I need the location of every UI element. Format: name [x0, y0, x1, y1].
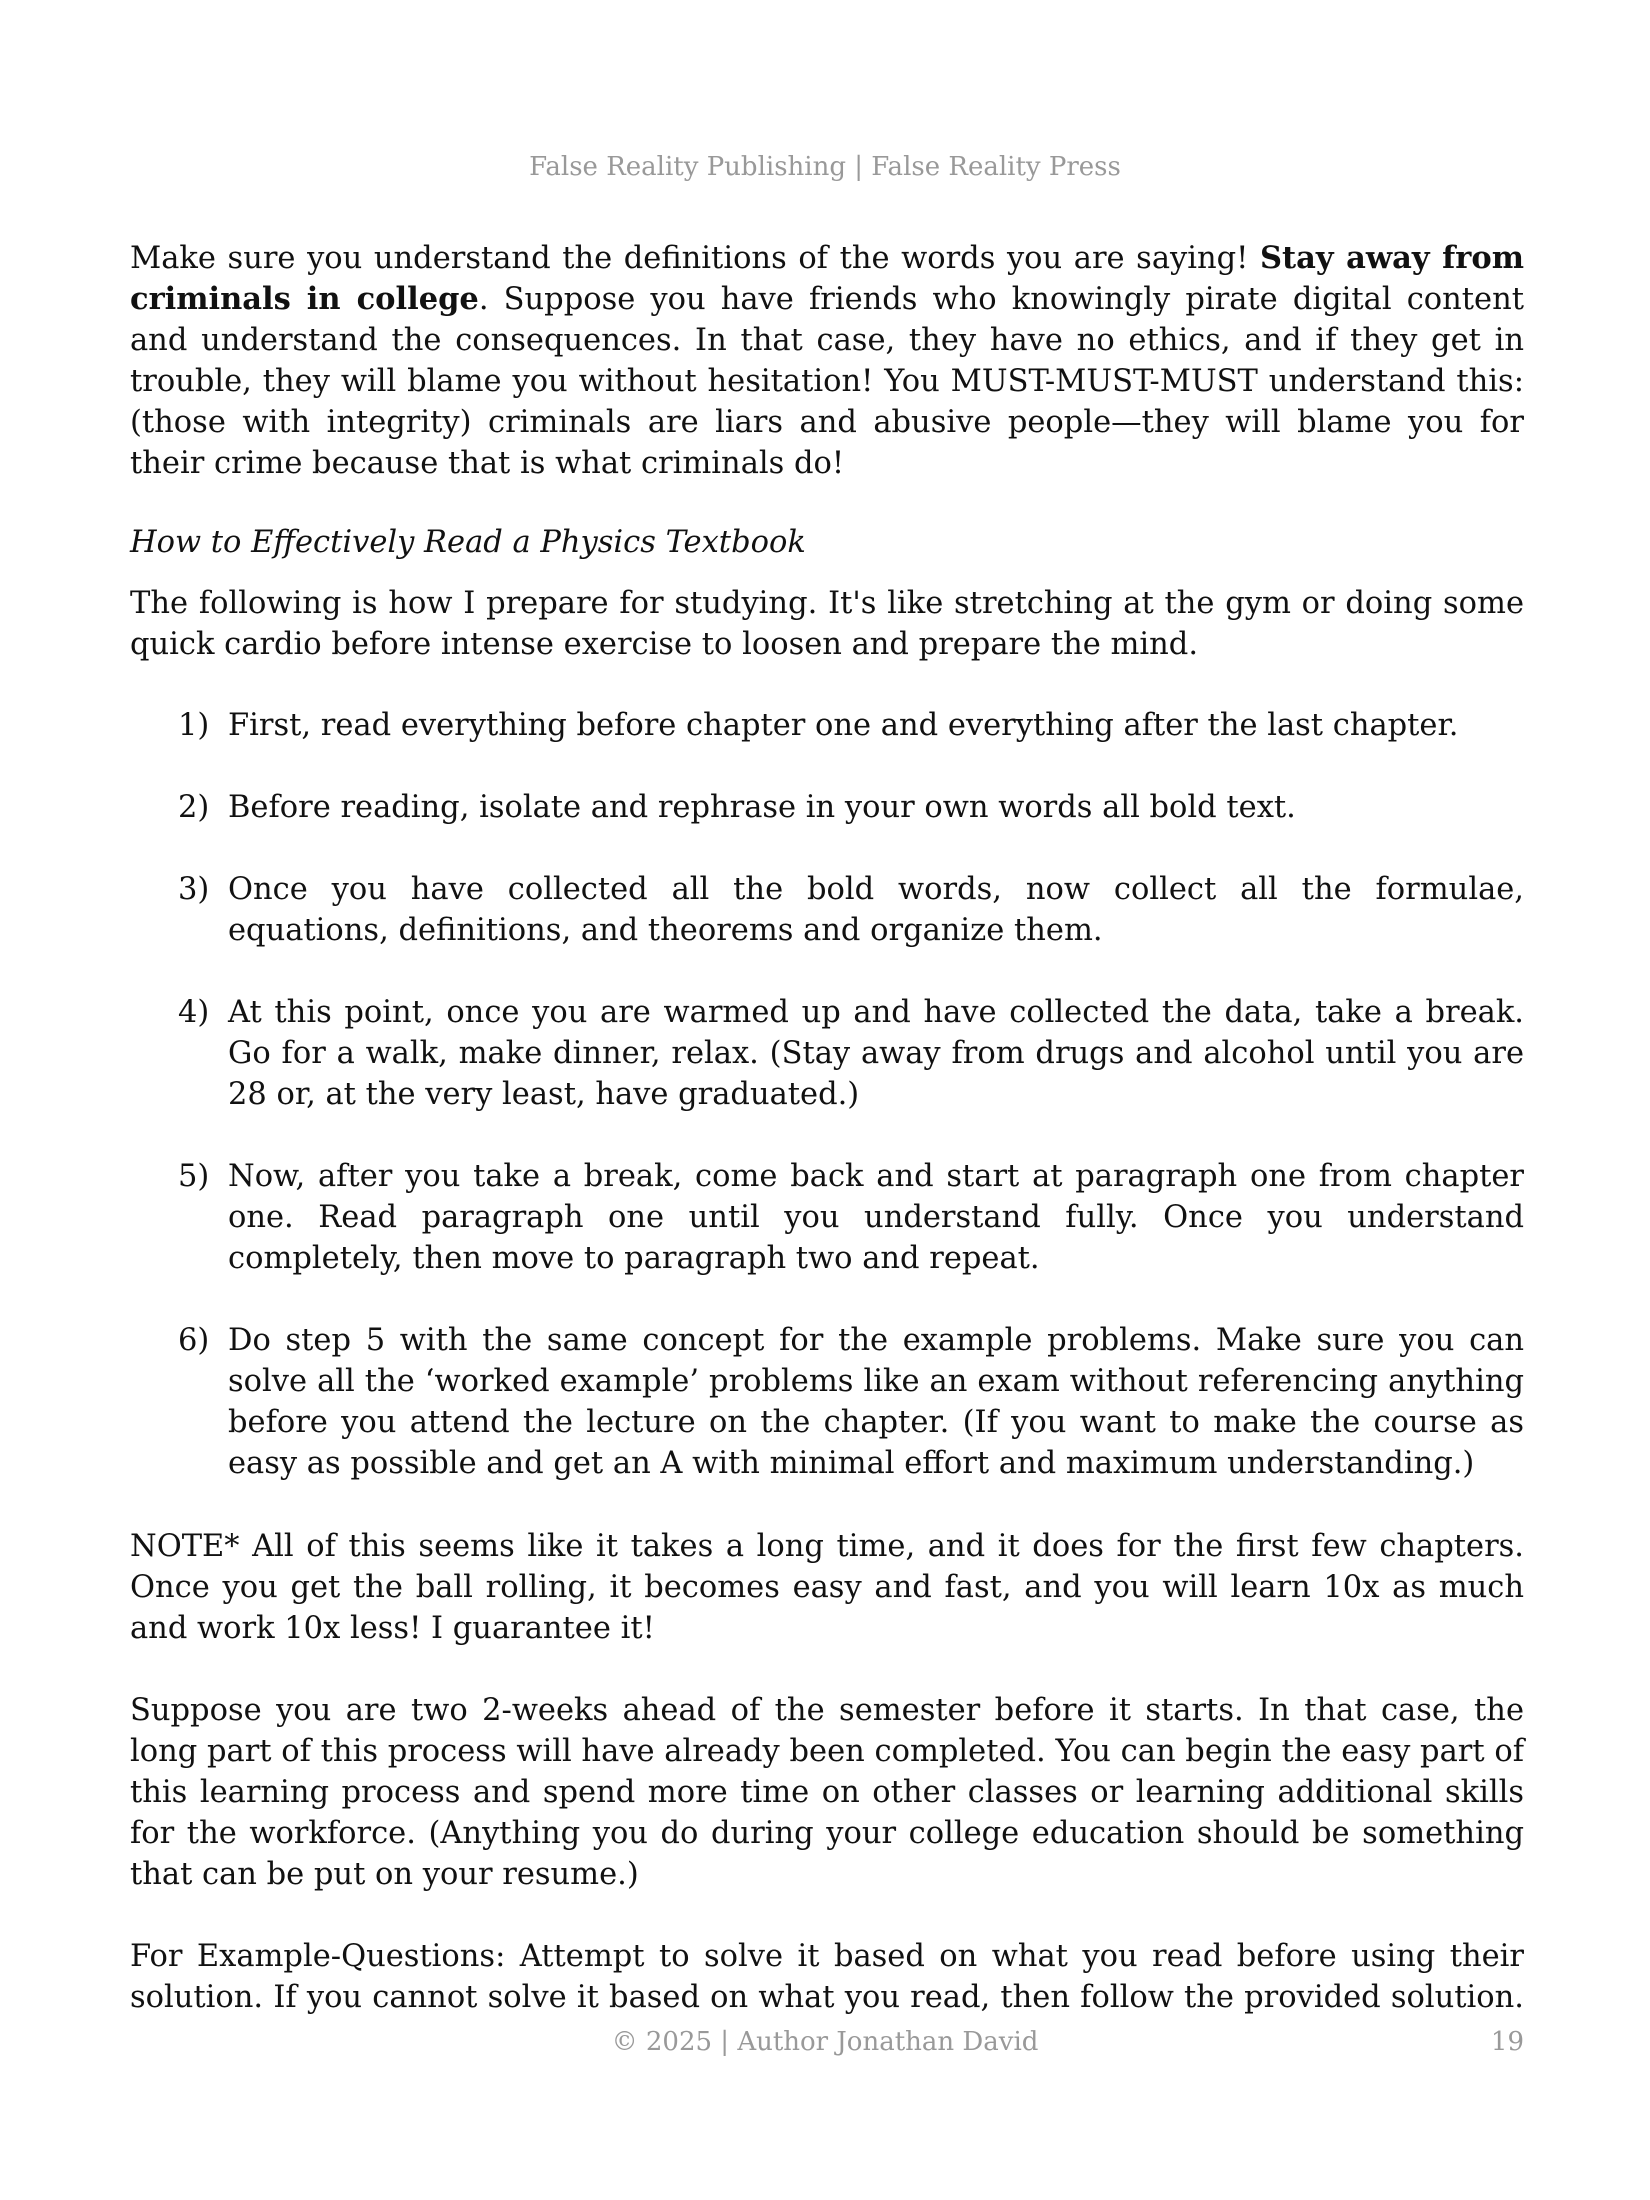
- list-item-step-1: [130, 705, 1524, 746]
- step-number: 1): [178, 708, 210, 743]
- footer-copyright: © 2025 | Author Jonathan David: [611, 2027, 1039, 2057]
- list-item-step-2: [130, 787, 1524, 828]
- list-item-step-5: [130, 1156, 1524, 1279]
- list-item-step-4: [130, 992, 1524, 1115]
- list-item-step-6: [130, 1320, 1524, 1484]
- ahead-paragraph: Suppose you are two 2-weeks ahead of the semester before it starts. In that case, the long part of this process will have already been completed. You can begin the easy part of this learning process and spend more time on other classes or learning additional skills for the workforce. (Anything you do during your college education should be something that can be put on your resume.): [130, 1693, 1524, 1892]
- intro-text-end: . Suppose you have friends who knowingly pirate digital content and understand the consequences. In that case, they have no ethics, and if they get in trouble, they will blame you without hesitation! You MUST-MUST-MUST understand this: (those with integrity) criminals are liars and abusive people—they will blame you for their crime because that is what criminals do!: [130, 282, 1524, 481]
- step-number: 3): [178, 872, 210, 907]
- step-number: 4): [178, 995, 210, 1030]
- example-questions-paragraph: For Example-Questions: Attempt to solve it based on what you read before using their solution. If you cannot solve it based on what you read, then follow the provided solution.: [130, 1939, 1524, 2015]
- step-number: 5): [178, 1159, 210, 1194]
- page-footer: [0, 2027, 1650, 2067]
- steps-list: [130, 705, 1524, 1484]
- page-number: 19: [1490, 2027, 1524, 2057]
- page-header: False Reality Publishing | False Reality Press: [529, 152, 1121, 182]
- step-number: 2): [178, 790, 210, 825]
- step-text: Before reading, isolate and rephrase in your own words all bold text.: [228, 790, 1296, 825]
- section-heading: How to Effectively Read a Physics Textbook: [130, 525, 806, 560]
- step-text: First, read everything before chapter one and everything after the last chapter.: [228, 708, 1459, 743]
- prep-paragraph: The following is how I prepare for studying. It's like stretching at the gym or doing some quick cardio before intense exercise to loosen and prepare the mind.: [130, 586, 1524, 662]
- intro-paragraph: [130, 238, 1524, 484]
- note-paragraph: NOTE* All of this seems like it takes a long time, and it does for the first few chapters. Once you get the ball rolling, it becomes easy and fast, and you will learn 10x as much and work 10x less! I guarantee it!: [130, 1529, 1524, 1646]
- step-text: Do step 5 with the same concept for the example problems. Make sure you can solve all the ‘worked example’ problems like an exam without referencing anything before you attend the lecture on the chapter. (If you want to make the course as easy as possible and get an A with minimal effort and maximum understanding.): [228, 1323, 1524, 1481]
- intro-text-start: Make sure you understand the definitions of the words you are saying!: [130, 241, 1261, 276]
- step-text: At this point, once you are warmed up and have collected the data, take a break. Go for a walk, make dinner, relax. (Stay away from drugs and alcohol until you are 28 or, at the very least, have graduated.): [228, 995, 1524, 1112]
- list-item-step-3: [130, 869, 1524, 951]
- step-text: Now, after you take a break, come back and start at paragraph one from chapter one. Read paragraph one until you understand fully. Once you understand completely, then move to paragraph two and repeat.: [228, 1159, 1524, 1276]
- step-text: Once you have collected all the bold words, now collect all the formulae, equations, definitions, and theorems and organize them.: [228, 872, 1524, 948]
- intro-bold-warning: Stay away from criminals in college: [130, 240, 1524, 317]
- step-number: 6): [178, 1323, 210, 1358]
- page-body: [130, 238, 1524, 2018]
